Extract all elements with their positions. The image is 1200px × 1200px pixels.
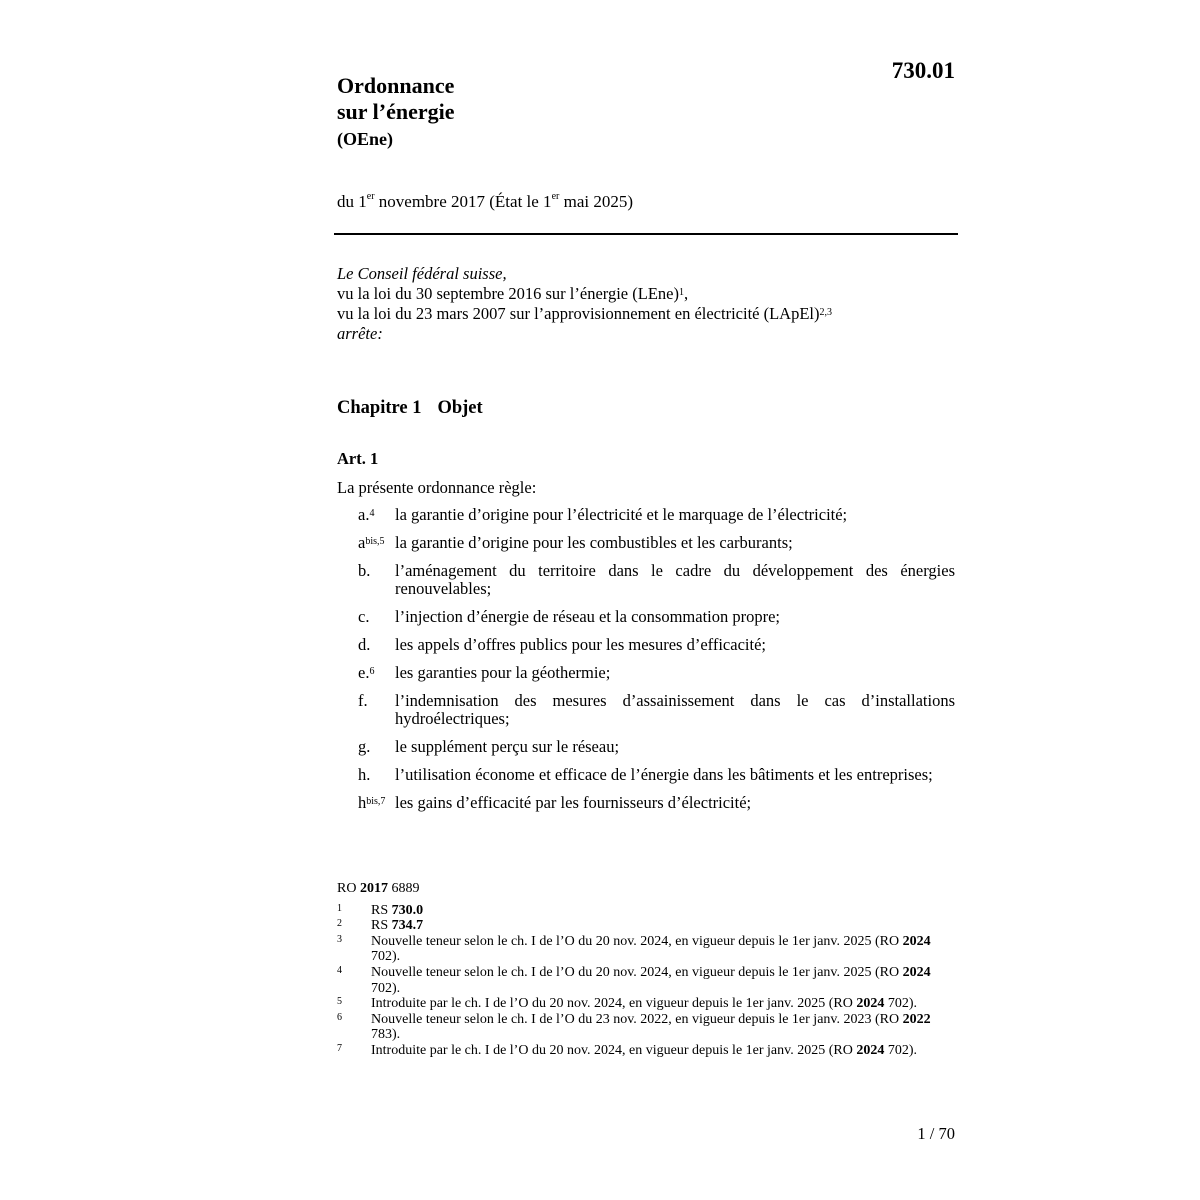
preamble <box>337 264 832 344</box>
footnote-item <box>337 918 957 934</box>
footnote-item <box>337 903 957 919</box>
list-item-text: l’utilisation économe et efficace de l’énergie dans les bâtiments et les entreprises; <box>395 765 933 784</box>
list-item-text: la garantie d’origine pour l’électricité et le marquage de l’électricité; <box>395 505 848 524</box>
sr-number: 730.01 <box>891 58 955 83</box>
list-item <box>358 794 955 812</box>
list-item-label: $a^{bis,5}$ <box>358 533 385 552</box>
list-item <box>358 506 955 524</box>
preamble-basis-2: vu la loi du 23 mars 2007 sur l’approvisionnement en électricité (LApEl)$^{2,3}$ <box>337 304 832 323</box>
article-intro: La présente ordonnance règle: <box>337 478 537 497</box>
list-item-text: la garantie d’origine pour les combustibles et les carburants; <box>395 533 793 552</box>
list-item-label: g. <box>358 737 371 756</box>
footnote-number: 1 <box>337 902 342 914</box>
list-item-text: l’injection d’énergie de réseau et la consommation propre; <box>395 607 781 626</box>
footnote-text: RS 734.7 <box>371 918 424 934</box>
header-divider <box>334 233 958 235</box>
footnote-ref[interactable]: 4 <box>369 508 375 519</box>
footnote-number: 2 <box>337 918 342 930</box>
list-item <box>358 636 955 654</box>
list-item-label: e.$^6$ <box>358 663 375 682</box>
page-number: 1 / 70 <box>917 1124 955 1143</box>
list-item-text: le supplément perçu sur le réseau; <box>395 737 620 756</box>
document-abbreviation: (OEne) <box>337 129 393 149</box>
date-line <box>337 192 633 212</box>
footnote-item <box>337 965 957 996</box>
preamble-decree: arrête: <box>337 324 383 343</box>
footnote-text: Introduite par le ch. I de l’O du 20 nov. 2024, en vigueur depuis le 1er janv. 2025 (RO 2024 702). <box>371 996 918 1012</box>
date-prefix: du 1 <box>337 192 367 211</box>
footnote-ref[interactable]: 6 <box>369 666 375 677</box>
footnote-item <box>337 996 957 1012</box>
list-item-label: b. <box>358 561 371 580</box>
preamble-authority: Le Conseil fédéral suisse, <box>337 264 507 283</box>
ro-reference: RO 2017 6889 <box>337 881 420 896</box>
date-sup-1: er <box>366 191 375 202</box>
footnote-text: Nouvelle teneur selon le ch. I de l’O du 20 nov. 2024, en vigueur depuis le 1er janv. 2025 (RO 2024 702). <box>371 933 931 965</box>
footnote-ref[interactable]: bis,7 <box>366 796 386 807</box>
footnote-list <box>337 903 957 1059</box>
footnote-ref-2-3[interactable]: 2,3 <box>819 307 832 318</box>
list-item-label: h. <box>358 765 371 784</box>
article-heading: Art. 1 <box>337 449 379 468</box>
chapter-heading <box>337 398 483 419</box>
title-line-1: Ordonnance <box>337 73 455 98</box>
footnote-number: 7 <box>337 1042 342 1054</box>
footnote-text: Nouvelle teneur selon le ch. I de l’O du 20 nov. 2024, en vigueur depuis le 1er janv. 2025 (RO 2024 702). <box>371 964 931 996</box>
list-item <box>358 664 955 682</box>
date-suffix: mai 2025) <box>559 192 633 211</box>
list-item <box>358 766 955 784</box>
footnote-item <box>337 1043 957 1059</box>
list-item-text: les garanties pour la géothermie; <box>395 663 611 682</box>
list-item-label: $h^{bis,7}$ <box>358 793 386 812</box>
title-line-2: sur l’énergie <box>337 99 455 124</box>
list-item-text: l’indemnisation des mesures d’assainissement dans le cas d’installations hydroélectriques; <box>395 691 955 728</box>
date-sup-2: er <box>551 191 560 202</box>
footnote-text: RS 730.0 <box>371 902 424 918</box>
footnote-number: 3 <box>337 933 342 945</box>
footnote-number: 5 <box>337 996 342 1008</box>
list-item-label: a.$^4$ <box>358 505 375 524</box>
chapter-number: Chapitre 1 <box>337 398 422 418</box>
list-item-text: l’aménagement du territoire dans le cadre du développement des énergies renouvelables; <box>395 561 955 598</box>
list-item <box>358 692 955 728</box>
footnote-item <box>337 934 957 965</box>
chapter-title: Objet <box>437 398 483 418</box>
list-item-text: les gains d’efficacité par les fournisseurs d’électricité; <box>395 793 752 812</box>
document-title <box>337 73 455 125</box>
article-item-list <box>358 506 955 822</box>
date-middle: novembre 2017 (État le 1 <box>374 192 552 211</box>
list-item-label: f. <box>358 691 368 710</box>
list-item <box>358 738 955 756</box>
footnote-number: 4 <box>337 964 342 976</box>
footnote-ref[interactable]: bis,5 <box>365 536 385 547</box>
list-item-label: c. <box>358 607 370 626</box>
footnote-ref-1[interactable]: 1 <box>678 287 684 298</box>
footnote-text: Nouvelle teneur selon le ch. I de l’O du 23 nov. 2022, en vigueur depuis le 1er janv. 2023 (RO 2022 783). <box>371 1011 931 1043</box>
footnote-number: 6 <box>337 1011 342 1023</box>
list-item-label: d. <box>358 635 371 654</box>
list-item-text: les appels d’offres publics pour les mesures d’efficacité; <box>395 635 766 654</box>
footnote-text: Introduite par le ch. I de l’O du 20 nov. 2024, en vigueur depuis le 1er janv. 2025 (RO 2024 702). <box>371 1042 918 1058</box>
list-item <box>358 608 955 626</box>
list-item <box>358 562 955 598</box>
list-item <box>358 534 955 552</box>
preamble-basis-1: vu la loi du 30 septembre 2016 sur l’énergie (LEne)$^1$, <box>337 284 689 303</box>
footnotes <box>337 881 957 1059</box>
footnote-item <box>337 1012 957 1043</box>
